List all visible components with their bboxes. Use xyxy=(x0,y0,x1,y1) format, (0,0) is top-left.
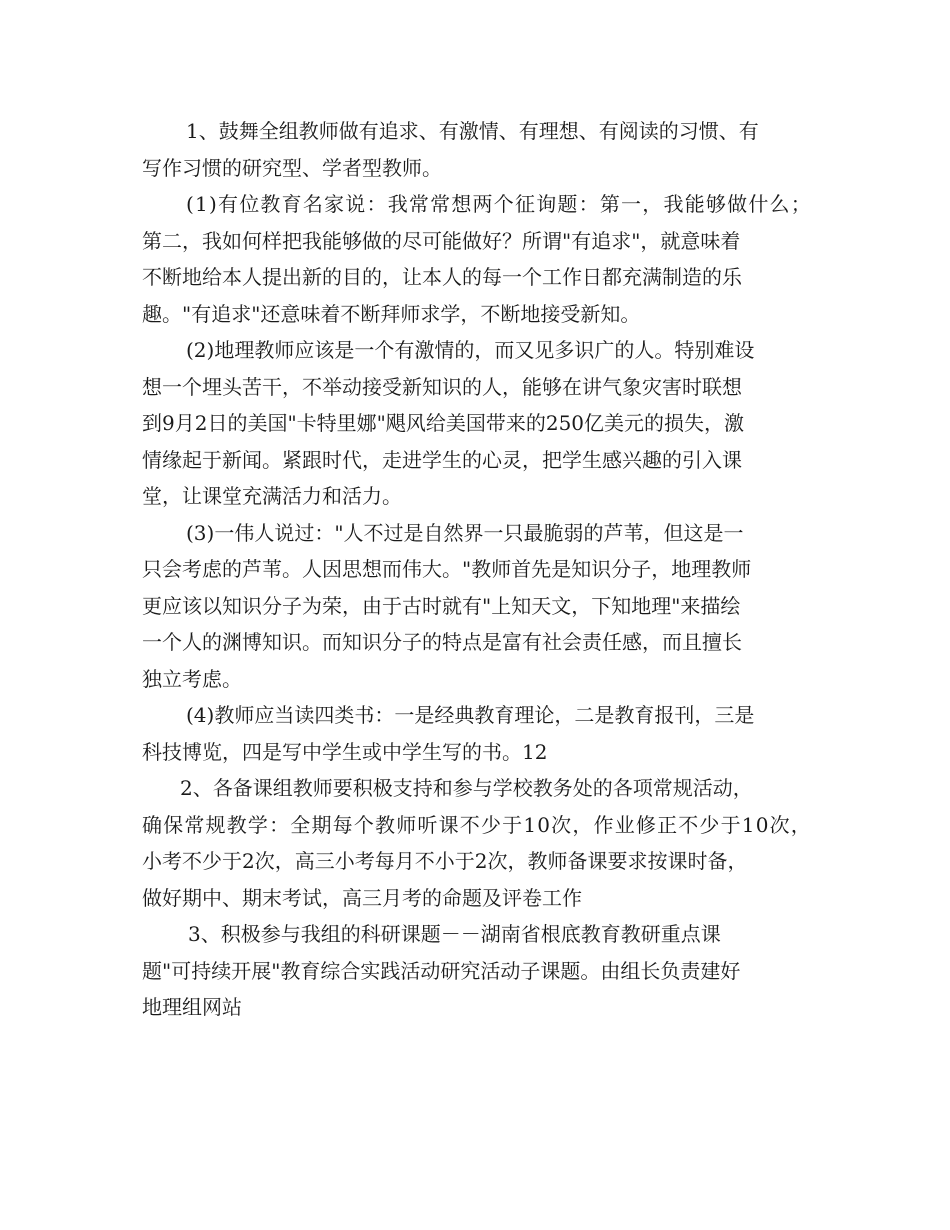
text-line: 不断地给本人提出新的目的，让本人的每一个工作日都充满制造的乐 xyxy=(142,265,742,289)
text-line: (1)有位教育名家说：我常常想两个征询题：第一，我能够做什么； xyxy=(186,192,812,216)
text-line: 题"可持续开展"教育综合实践活动研究活动子课题。由组长负责建好 xyxy=(142,958,741,983)
text-line: 2、各备课组教师要积极支持和参与学校教务处的各项常规活动， xyxy=(180,776,753,800)
text-line: 堂，让课堂充满活力和活力。 xyxy=(142,484,402,508)
text-line: 小考不少于2次，高三小考每月不小于2次，教师备课要求按课时备， xyxy=(142,849,748,873)
text-line: 只会考虑的芦苇。人因思想而伟大。"教师首先是知识分子，地理教师 xyxy=(142,557,752,581)
text-line: (4)教师应当读四类书：一是经典教育理论，二是教育报刊，三是 xyxy=(186,703,755,727)
text-line: 一个人的渊博知识。而知识分子的特点是富有社会责任感，而且擅长 xyxy=(142,630,742,654)
text-line: 做好期中、期末考试，高三月考的命题及评卷工作 xyxy=(142,885,582,910)
text-line: 1、鼓舞全组教师做有追求、有激情、有理想、有阅读的习惯、有 xyxy=(186,119,759,143)
text-line: 科技博览，四是写中学生或中学生写的书。12 xyxy=(142,739,548,764)
text-line: 确保常规教学：全期每个教师听课不少于10次，作业修正不少于10次， xyxy=(142,812,812,837)
text-line: 3、积极参与我组的科研课题－－湖南省根底教育教研重点课 xyxy=(188,922,721,946)
text-line: 更应该以知识分子为荣，由于古时就有"上知天文，下知地理"来描绘 xyxy=(142,593,741,618)
text-line: (3)一伟人说过："人不过是自然界一只最脆弱的芦苇，但这是一 xyxy=(186,520,744,545)
text-line: 情缘起于新闻。紧跟时代，走进学生的心灵，把学生感兴趣的引入课 xyxy=(142,447,742,472)
text-line: 独立考虑。 xyxy=(142,666,242,691)
text-line: 到9月2日的美国"卡特里娜"飓风给美国带来的250亿美元的损失，激 xyxy=(142,411,745,435)
text-line: 第二，我如何样把我能够做的尽可能做好？所谓"有追求"，就意味着 xyxy=(142,228,741,253)
text-line: 想一个埋头苦干，不举动接受新知识的人，能够在讲气象灾害时联想 xyxy=(142,374,742,399)
document-body xyxy=(142,113,812,1026)
text-line: 写作习惯的研究型、学者型教师。 xyxy=(142,155,442,180)
text-line: 趣。"有追求"还意味着不断拜师求学，不断地接受新知。 xyxy=(142,301,641,326)
text-line: 地理组网站 xyxy=(142,995,242,1019)
text-line: (2)地理教师应该是一个有激情的，而又见多识广的人。特别难设 xyxy=(186,338,755,362)
